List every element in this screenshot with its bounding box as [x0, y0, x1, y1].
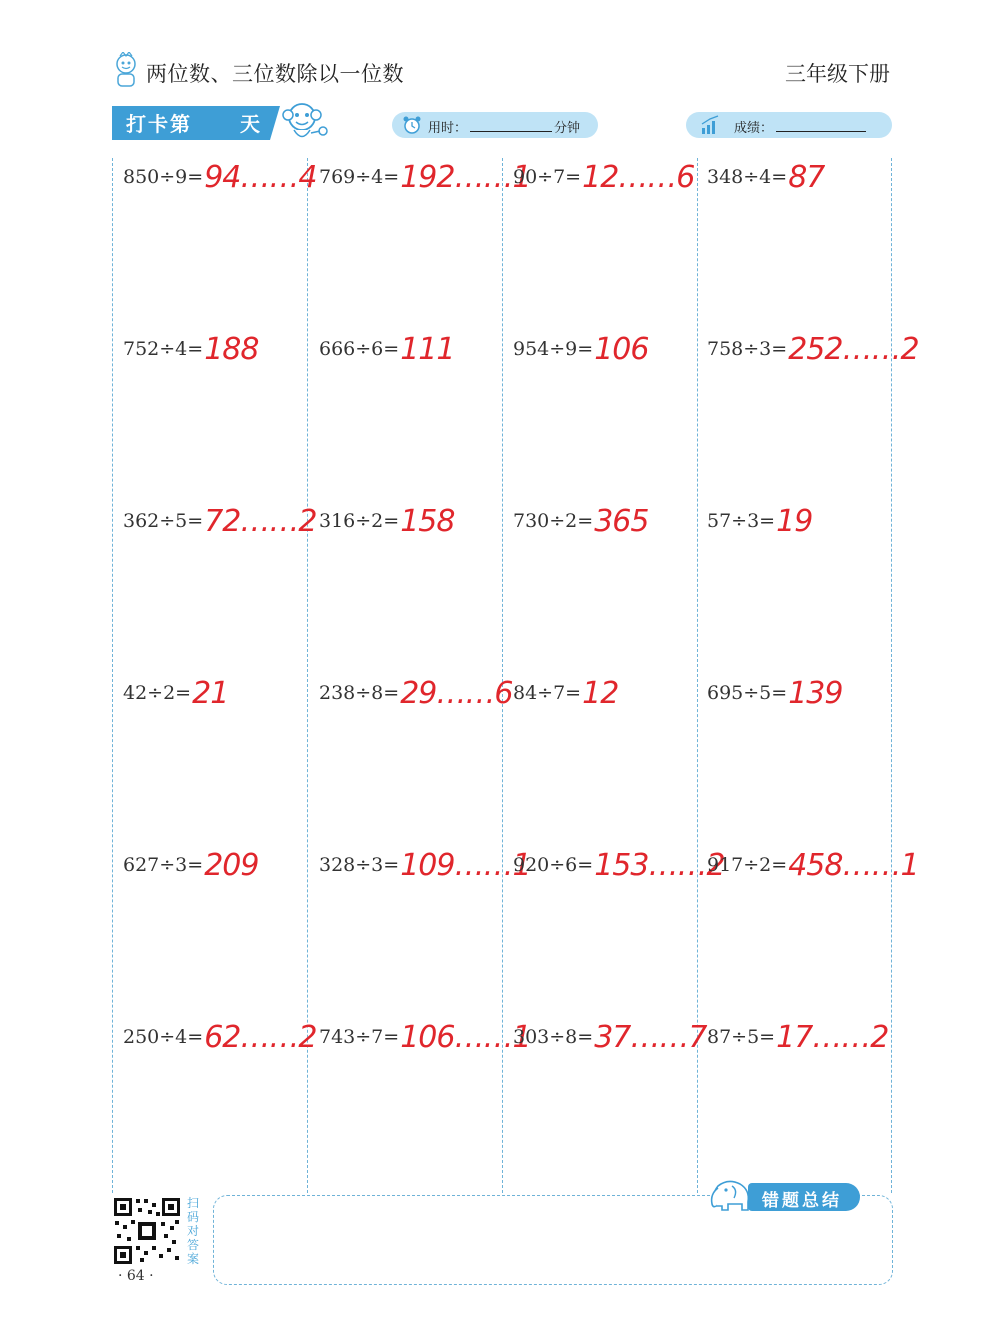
problem-item — [319, 326, 454, 372]
handwritten-answer: 21 — [192, 675, 229, 711]
handwritten-answer: 12 — [582, 675, 619, 711]
problem-question: 730÷2= — [513, 510, 594, 532]
handwritten-answer: 158 — [400, 503, 455, 539]
page-number: · 64 · — [118, 1268, 154, 1284]
handwritten-answer: 87 — [788, 159, 825, 195]
problem-item — [123, 842, 258, 888]
mascot-icon — [110, 52, 142, 88]
problem-item — [123, 498, 316, 544]
problem-item — [123, 670, 228, 716]
score-pill — [686, 112, 892, 138]
problem-item — [513, 1014, 706, 1060]
problem-item — [513, 670, 618, 716]
problem-item — [513, 154, 694, 200]
handwritten-answer: 139 — [788, 675, 843, 711]
checkin-day-label: 天 — [240, 112, 260, 136]
handwritten-answer: 188 — [204, 331, 259, 367]
problem-item — [319, 1014, 531, 1060]
problem-question: 57÷3= — [707, 510, 776, 532]
handwritten-answer: 12……6 — [582, 159, 695, 195]
time-pill — [392, 112, 598, 138]
page-title: 两位数、三位数除以一位数 — [146, 62, 404, 86]
problem-question: 316÷2= — [319, 510, 400, 532]
score-label: 成绩： — [734, 121, 774, 136]
handwritten-answer: 29……6 — [400, 675, 513, 711]
checkin-label: 打卡第 — [126, 112, 192, 136]
handwritten-answer: 153……2 — [594, 847, 725, 883]
problem-question: 303÷8= — [513, 1026, 594, 1048]
problem-question: 743÷7= — [319, 1026, 400, 1048]
handwritten-answer: 365 — [594, 503, 649, 539]
problem-question: 954÷9= — [513, 338, 594, 360]
chart-bars-icon — [700, 115, 722, 135]
problem-question: 42÷2= — [123, 682, 192, 704]
problem-item — [707, 842, 919, 888]
problem-question: 752÷4= — [123, 338, 204, 360]
problem-item — [319, 842, 531, 888]
grid-divider — [112, 158, 113, 1193]
problem-question: 920÷6= — [513, 854, 594, 876]
handwritten-answer: 106……1 — [400, 1019, 531, 1055]
time-unit: 分钟 — [554, 121, 581, 136]
handwritten-answer: 111 — [400, 331, 455, 367]
problem-item — [707, 326, 919, 372]
handwritten-answer: 192……1 — [400, 159, 531, 195]
problem-item — [513, 326, 648, 372]
problem-item — [319, 670, 512, 716]
problem-item — [513, 498, 648, 544]
grid-divider — [891, 158, 892, 1193]
problem-item — [707, 1014, 888, 1060]
problem-question: 758÷3= — [707, 338, 788, 360]
handwritten-answer: 17……2 — [776, 1019, 889, 1055]
qr-code-icon[interactable] — [112, 1196, 182, 1266]
problem-item — [707, 154, 824, 200]
problem-question: 695÷5= — [707, 682, 788, 704]
time-label: 用时： — [428, 121, 468, 136]
handwritten-answer: 62……2 — [204, 1019, 317, 1055]
problem-item — [319, 154, 531, 200]
handwritten-answer: 252……2 — [788, 331, 919, 367]
monkey-mascot-icon — [278, 99, 330, 145]
problem-item — [513, 842, 725, 888]
mistake-summary-label: 错题总结 — [762, 1191, 842, 1211]
handwritten-answer: 72……2 — [204, 503, 317, 539]
problem-question: 666÷6= — [319, 338, 400, 360]
problem-item — [707, 498, 812, 544]
grade-label: 三年级下册 — [785, 62, 890, 86]
handwritten-answer: 209 — [204, 847, 259, 883]
problem-question: 917÷2= — [707, 854, 788, 876]
problem-question: 769÷4= — [319, 166, 400, 188]
handwritten-answer: 94……4 — [204, 159, 317, 195]
problem-item — [123, 326, 258, 372]
problem-question: 362÷5= — [123, 510, 204, 532]
scan-for-answers-text: 扫码对答案 — [187, 1196, 200, 1266]
handwritten-answer: 37……7 — [594, 1019, 707, 1055]
problem-question: 90÷7= — [513, 166, 582, 188]
problem-question: 87÷5= — [707, 1026, 776, 1048]
alarm-clock-icon — [402, 116, 422, 134]
problem-item — [319, 498, 454, 544]
problem-question: 850÷9= — [123, 166, 204, 188]
problem-question: 348÷4= — [707, 166, 788, 188]
handwritten-answer: 19 — [776, 503, 813, 539]
problem-question: 627÷3= — [123, 854, 204, 876]
elephant-icon — [706, 1176, 756, 1212]
problem-question: 328÷3= — [319, 854, 400, 876]
handwritten-answer: 109……1 — [400, 847, 531, 883]
problem-question: 84÷7= — [513, 682, 582, 704]
handwritten-answer: 458……1 — [788, 847, 919, 883]
problem-item — [123, 1014, 316, 1060]
problem-question: 238÷8= — [319, 682, 400, 704]
handwritten-answer: 106 — [594, 331, 649, 367]
score-input[interactable] — [776, 117, 866, 132]
problem-question: 250÷4= — [123, 1026, 204, 1048]
time-input[interactable] — [470, 117, 552, 132]
problem-item — [707, 670, 842, 716]
problem-item — [123, 154, 316, 200]
